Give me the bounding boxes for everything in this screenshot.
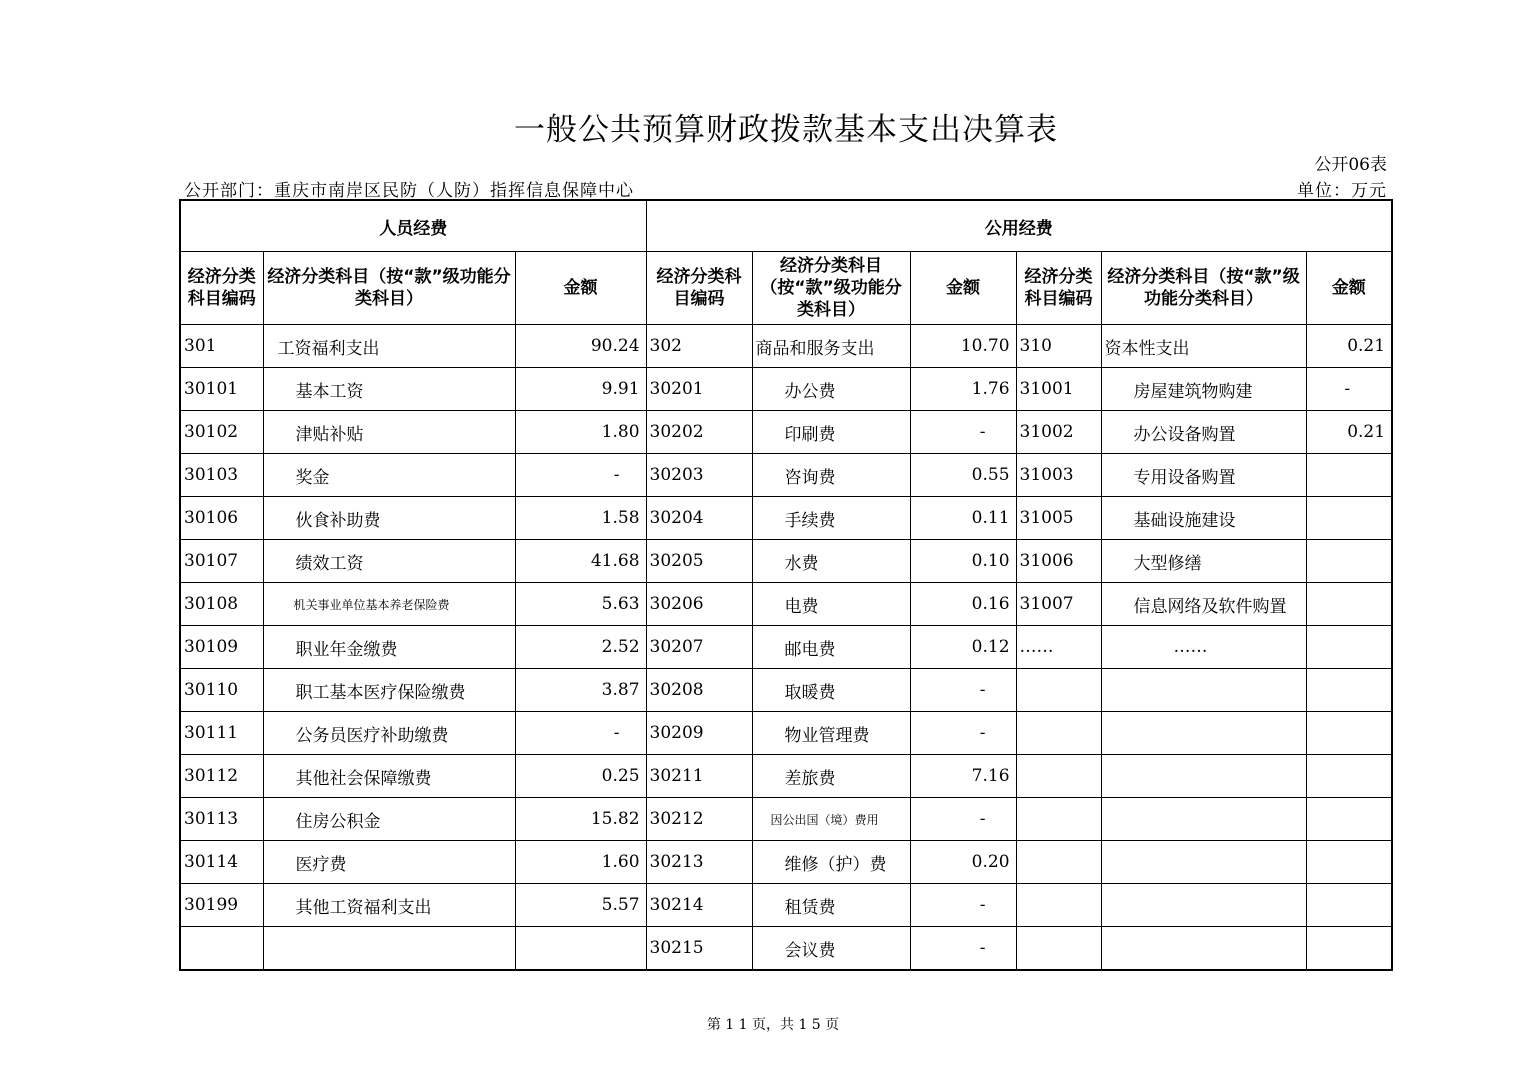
- cell-amount-1: 5.57: [515, 884, 646, 927]
- header-code-3: 经济分类科目编码: [1016, 252, 1101, 325]
- cell-name-1: 职业年金缴费: [263, 626, 515, 669]
- cell-name-1: 职工基本医疗保险缴费: [263, 669, 515, 712]
- table-row: [180, 755, 1392, 798]
- cell-name-1: 其他工资福利支出: [263, 884, 515, 927]
- cell-amount-2: -: [910, 884, 1016, 927]
- cell-amount-1: -: [515, 712, 646, 755]
- cell-code-2: 30206: [646, 583, 752, 626]
- cell-code-3: [1016, 669, 1101, 712]
- table-row: [180, 454, 1392, 497]
- header-amount-1: 金额: [515, 252, 646, 325]
- cell-code-1: 30111: [180, 712, 263, 755]
- cell-name-1: 津贴补贴: [263, 411, 515, 454]
- cell-name-3: 资本性支出: [1101, 325, 1306, 368]
- cell-amount-3: [1306, 669, 1392, 712]
- cell-amount-3: [1306, 884, 1392, 927]
- cell-amount-1: 9.91: [515, 368, 646, 411]
- expenditure-table: [179, 199, 1393, 971]
- cell-amount-3: [1306, 626, 1392, 669]
- page-title: 一般公共预算财政拨款基本支出决算表: [514, 112, 1058, 148]
- cell-amount-1: 3.87: [515, 669, 646, 712]
- table-row: [180, 411, 1392, 454]
- cell-amount-3: 0.21: [1306, 325, 1392, 368]
- cell-amount-3: 0.21: [1306, 411, 1392, 454]
- table-row: [180, 626, 1392, 669]
- cell-amount-2: -: [910, 669, 1016, 712]
- cell-amount-1: 2.52: [515, 626, 646, 669]
- cell-amount-2: 10.70: [910, 325, 1016, 368]
- cell-name-1: 绩效工资: [263, 540, 515, 583]
- section-personnel: 人员经费: [180, 200, 646, 252]
- table-row: [180, 583, 1392, 626]
- cell-code-3: 31005: [1016, 497, 1101, 540]
- cell-code-1: 30101: [180, 368, 263, 411]
- cell-amount-3: [1306, 583, 1392, 626]
- cell-amount-1: 1.80: [515, 411, 646, 454]
- table-row: [180, 927, 1392, 971]
- cell-code-1: 30113: [180, 798, 263, 841]
- cell-code-1: 30108: [180, 583, 263, 626]
- cell-name-3: 专用设备购置: [1101, 454, 1306, 497]
- cell-code-1: 30199: [180, 884, 263, 927]
- cell-amount-2: -: [910, 712, 1016, 755]
- cell-code-2: 302: [646, 325, 752, 368]
- cell-name-1: 公务员医疗补助缴费: [263, 712, 515, 755]
- cell-name-3: ……: [1101, 626, 1306, 669]
- cell-code-1: 30107: [180, 540, 263, 583]
- cell-name-2: 咨询费: [752, 454, 910, 497]
- header-name-2: 经济分类科目（按“款”级功能分类科目）: [752, 252, 910, 325]
- table-row: [180, 841, 1392, 884]
- cell-amount-2: 1.76: [910, 368, 1016, 411]
- cell-name-3: [1101, 798, 1306, 841]
- header-name-1: 经济分类科目（按“款”级功能分类科目）: [263, 252, 515, 325]
- cell-code-2: 30204: [646, 497, 752, 540]
- table-row: [180, 497, 1392, 540]
- cell-code-1: 301: [180, 325, 263, 368]
- cell-name-3: 房屋建筑物购建: [1101, 368, 1306, 411]
- cell-code-2: 30213: [646, 841, 752, 884]
- cell-code-1: 30109: [180, 626, 263, 669]
- cell-code-2: 30209: [646, 712, 752, 755]
- cell-amount-1: -: [515, 454, 646, 497]
- form-number: 公开06表: [1314, 155, 1387, 175]
- cell-amount-3: [1306, 841, 1392, 884]
- cell-amount-3: -: [1306, 368, 1392, 411]
- cell-amount-2: -: [910, 798, 1016, 841]
- cell-name-1: 医疗费: [263, 841, 515, 884]
- header-amount-2: 金额: [910, 252, 1016, 325]
- cell-amount-2: -: [910, 411, 1016, 454]
- cell-code-3: 31007: [1016, 583, 1101, 626]
- table-row: [180, 540, 1392, 583]
- cell-amount-3: [1306, 540, 1392, 583]
- cell-code-3: [1016, 798, 1101, 841]
- cell-amount-1: 15.82: [515, 798, 646, 841]
- cell-code-2: 30208: [646, 669, 752, 712]
- cell-code-3: [1016, 755, 1101, 798]
- cell-code-3: [1016, 927, 1101, 971]
- table-row: [180, 325, 1392, 368]
- cell-amount-3: [1306, 755, 1392, 798]
- cell-code-3: [1016, 884, 1101, 927]
- section-public: 公用经费: [646, 200, 1392, 252]
- cell-name-2: 手续费: [752, 497, 910, 540]
- header-amount-3: 金额: [1306, 252, 1392, 325]
- cell-code-3: 31003: [1016, 454, 1101, 497]
- cell-amount-1: 0.25: [515, 755, 646, 798]
- cell-code-2: 30215: [646, 927, 752, 971]
- cell-name-3: [1101, 755, 1306, 798]
- cell-amount-1: 1.60: [515, 841, 646, 884]
- cell-name-1: 工资福利支出: [263, 325, 515, 368]
- table-row: [180, 368, 1392, 411]
- cell-name-2: 办公费: [752, 368, 910, 411]
- cell-code-3: 31002: [1016, 411, 1101, 454]
- cell-amount-2: 7.16: [910, 755, 1016, 798]
- cell-code-1: [180, 927, 263, 971]
- cell-name-2: 印刷费: [752, 411, 910, 454]
- cell-code-3: 31001: [1016, 368, 1101, 411]
- cell-amount-1: [515, 927, 646, 971]
- header-name-3: 经济分类科目（按“款”级功能分类科目）: [1101, 252, 1306, 325]
- cell-name-3: [1101, 712, 1306, 755]
- cell-code-1: 30103: [180, 454, 263, 497]
- cell-code-2: 30211: [646, 755, 752, 798]
- cell-name-2: 维修（护）费: [752, 841, 910, 884]
- cell-amount-2: 0.11: [910, 497, 1016, 540]
- cell-code-2: 30201: [646, 368, 752, 411]
- cell-name-2: 取暖费: [752, 669, 910, 712]
- cell-amount-2: 0.16: [910, 583, 1016, 626]
- cell-code-1: 30102: [180, 411, 263, 454]
- cell-code-2: 30212: [646, 798, 752, 841]
- cell-amount-1: 5.63: [515, 583, 646, 626]
- cell-amount-1: 90.24: [515, 325, 646, 368]
- cell-name-3: [1101, 841, 1306, 884]
- department-label: 公开部门：重庆市南岸区民防（人防）指挥信息保障中心: [184, 181, 634, 201]
- cell-code-3: 310: [1016, 325, 1101, 368]
- cell-code-2: 30202: [646, 411, 752, 454]
- cell-amount-2: -: [910, 927, 1016, 971]
- cell-name-1: 基本工资: [263, 368, 515, 411]
- cell-amount-1: 41.68: [515, 540, 646, 583]
- cell-name-2: 商品和服务支出: [752, 325, 910, 368]
- header-code-1: 经济分类科目编码: [180, 252, 263, 325]
- table-row: [180, 669, 1392, 712]
- unit-label: 单位：万元: [1297, 181, 1387, 201]
- table-row: [180, 712, 1392, 755]
- cell-name-3: 信息网络及软件购置: [1101, 583, 1306, 626]
- table-row: [180, 798, 1392, 841]
- cell-code-3: [1016, 712, 1101, 755]
- cell-name-3: [1101, 884, 1306, 927]
- cell-name-2: 差旅费: [752, 755, 910, 798]
- cell-code-2: 30214: [646, 884, 752, 927]
- cell-name-1: 其他社会保障缴费: [263, 755, 515, 798]
- cell-name-2: 物业管理费: [752, 712, 910, 755]
- cell-name-2: 水费: [752, 540, 910, 583]
- cell-code-2: 30205: [646, 540, 752, 583]
- cell-amount-3: [1306, 927, 1392, 971]
- cell-amount-2: 0.55: [910, 454, 1016, 497]
- cell-amount-2: 0.10: [910, 540, 1016, 583]
- cell-amount-3: [1306, 798, 1392, 841]
- table-row: [180, 884, 1392, 927]
- cell-name-1: 住房公积金: [263, 798, 515, 841]
- cell-name-2: 会议费: [752, 927, 910, 971]
- cell-name-1: 奖金: [263, 454, 515, 497]
- cell-name-3: 基础设施建设: [1101, 497, 1306, 540]
- cell-code-2: 30203: [646, 454, 752, 497]
- cell-code-3: ……: [1016, 626, 1101, 669]
- cell-name-1: 伙食补助费: [263, 497, 515, 540]
- cell-code-1: 30114: [180, 841, 263, 884]
- cell-code-1: 30110: [180, 669, 263, 712]
- cell-name-2: 租赁费: [752, 884, 910, 927]
- cell-amount-3: [1306, 712, 1392, 755]
- page-footer: 第 1 1 页，共 1 5 页: [706, 1017, 840, 1033]
- cell-name-2: 因公出国（境）费用: [752, 798, 910, 841]
- cell-code-3: 31006: [1016, 540, 1101, 583]
- cell-code-1: 30112: [180, 755, 263, 798]
- cell-name-3: 办公设备购置: [1101, 411, 1306, 454]
- cell-code-1: 30106: [180, 497, 263, 540]
- cell-amount-2: 0.20: [910, 841, 1016, 884]
- cell-amount-3: [1306, 497, 1392, 540]
- cell-code-3: [1016, 841, 1101, 884]
- header-code-2: 经济分类科目编码: [646, 252, 752, 325]
- cell-name-1: 机关事业单位基本养老保险费: [263, 583, 515, 626]
- cell-name-3: [1101, 927, 1306, 971]
- cell-name-1: [263, 927, 515, 971]
- cell-code-2: 30207: [646, 626, 752, 669]
- cell-name-2: 邮电费: [752, 626, 910, 669]
- cell-name-3: 大型修缮: [1101, 540, 1306, 583]
- cell-name-2: 电费: [752, 583, 910, 626]
- cell-amount-3: [1306, 454, 1392, 497]
- cell-amount-2: 0.12: [910, 626, 1016, 669]
- cell-name-3: [1101, 669, 1306, 712]
- cell-amount-1: 1.58: [515, 497, 646, 540]
